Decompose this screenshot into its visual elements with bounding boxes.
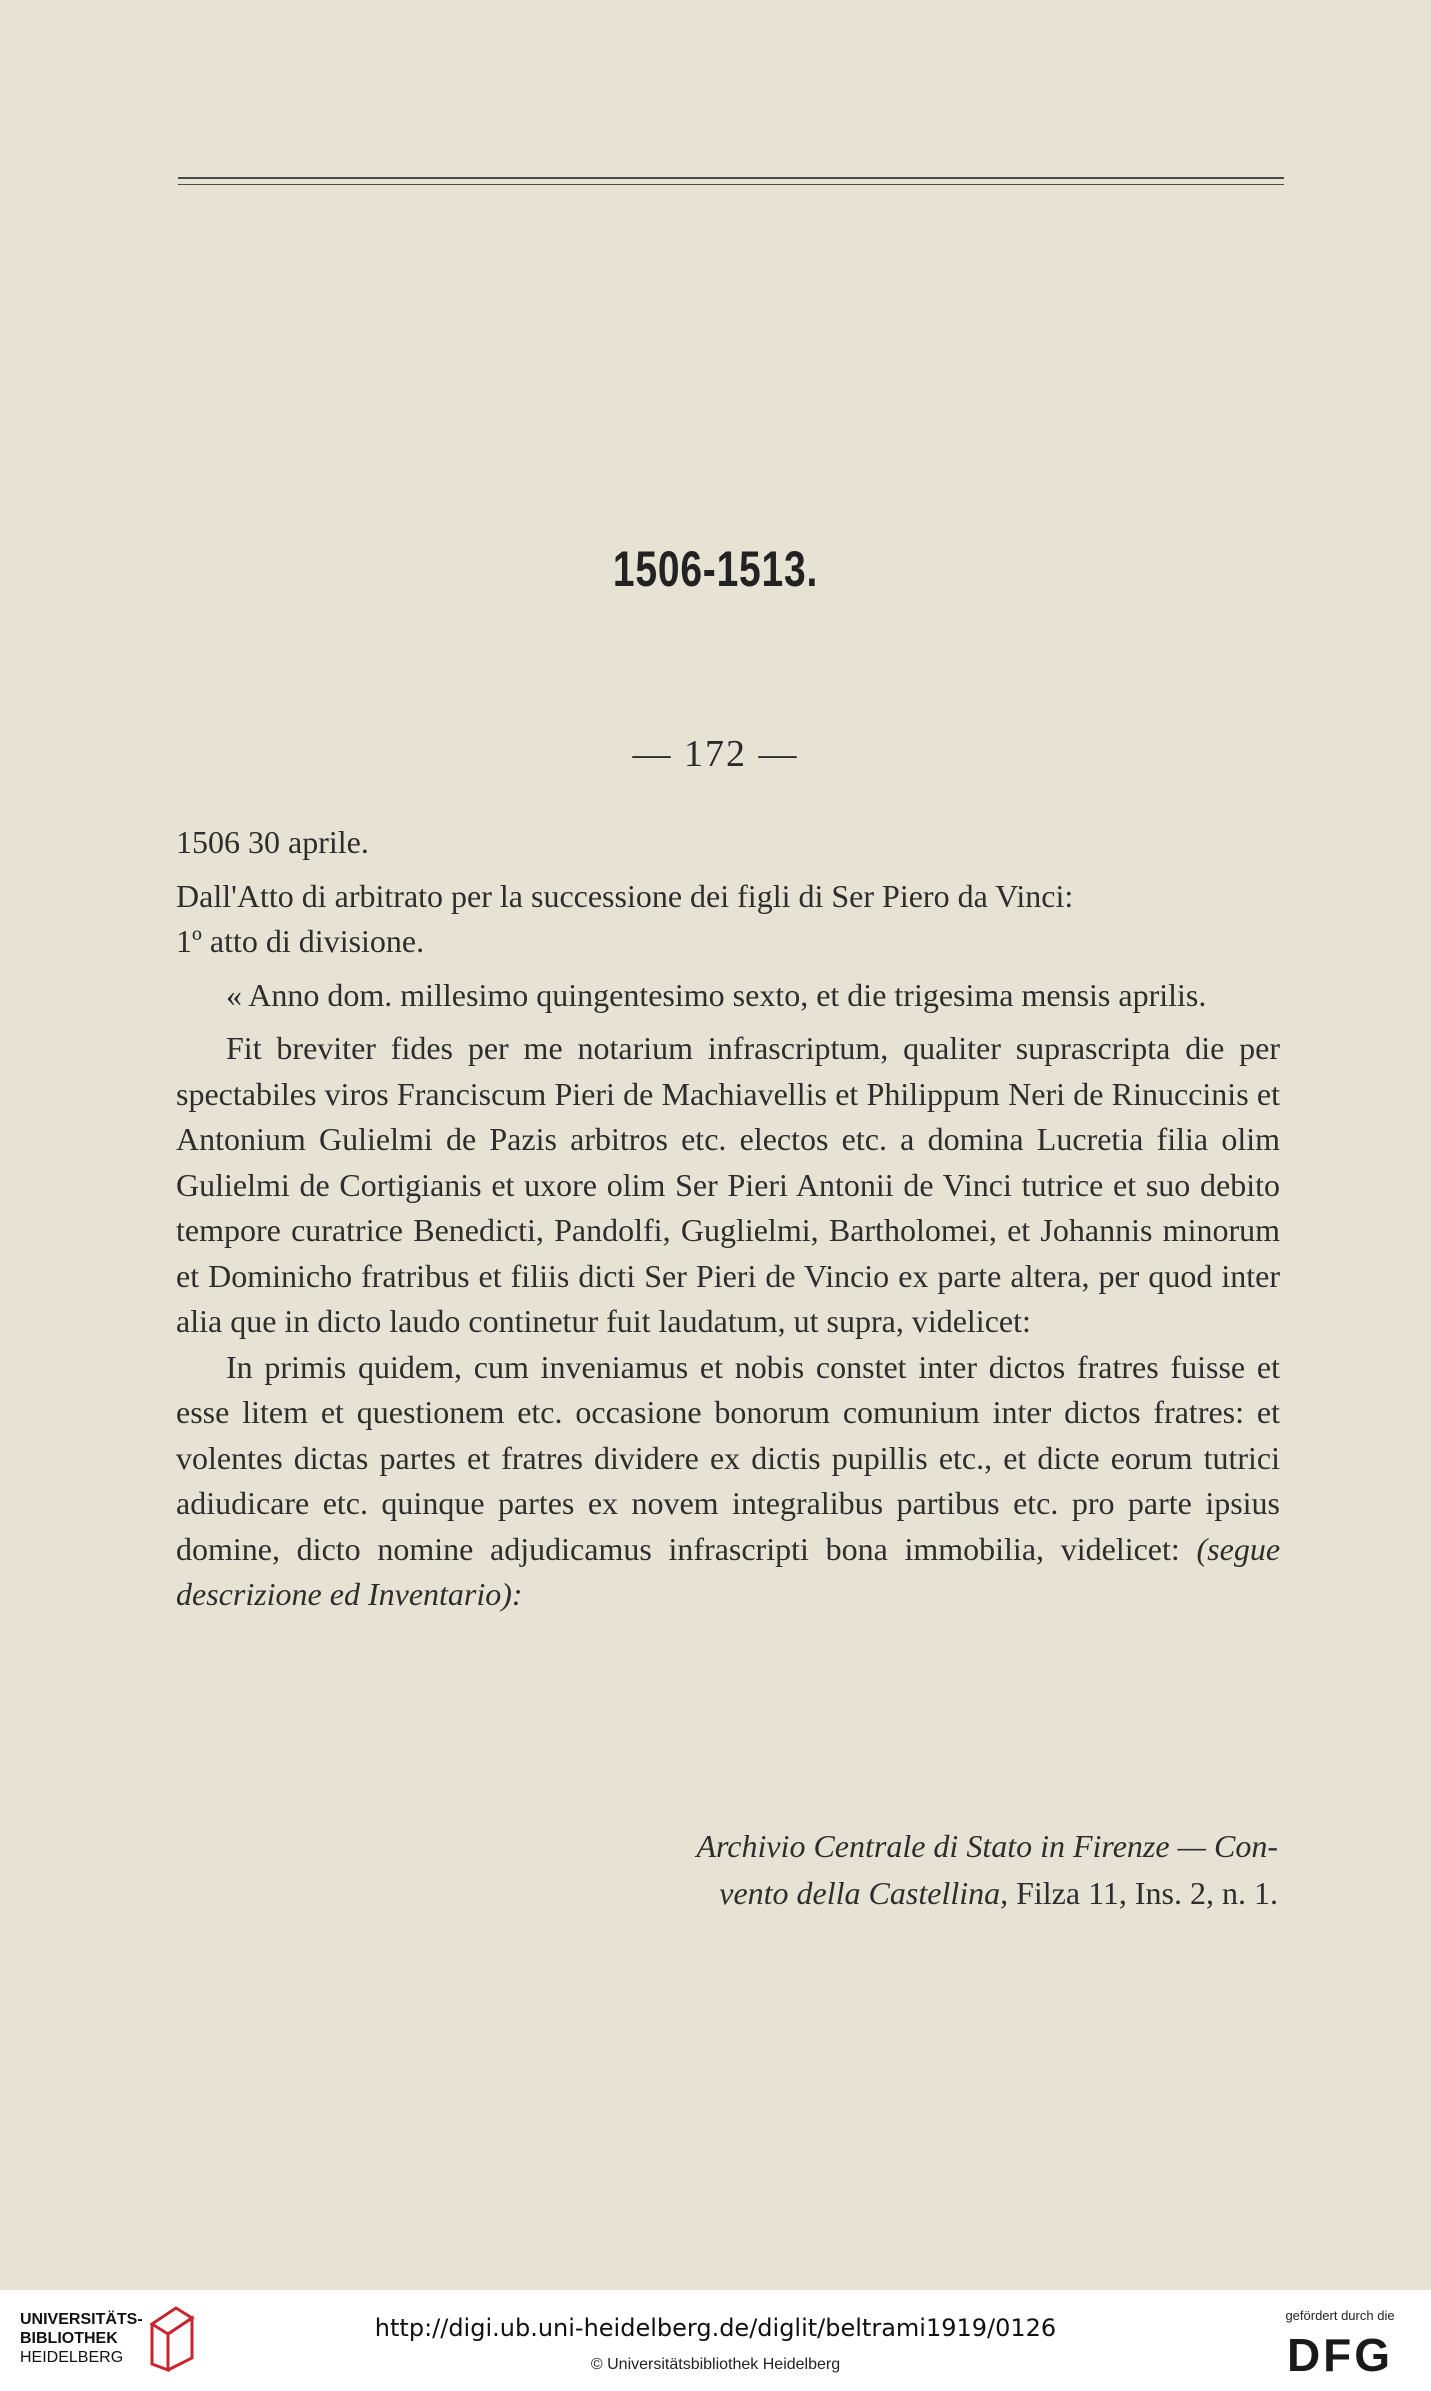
citation-italic: vento della Castellina,: [719, 1875, 1009, 1911]
citation-plain: Filza 11, Ins. 2, n. 1.: [1008, 1875, 1278, 1911]
dfg-logo: DFG: [1286, 2329, 1394, 2381]
archival-citation: [176, 1823, 1278, 1917]
date-line: 1506 30 aprile.: [176, 824, 369, 860]
paragraph: « Anno dom. millesimo quingentesimo sexto, et die trigesima mensis aprilis.: [226, 976, 1207, 1013]
paragraph: [176, 1345, 1280, 1618]
paragraph-text: In primis quidem, cum inveniamus et nobis constet inter dictos fratres fuisse et esse litem et questionem etc. occasione bonorum comunium inter dictos fratres: et volentes dictas partes et fratres dividere ex dictis pupillis etc., et dicte eorum tutrici adiudicare etc. quinque partes ex novem integralibus partibus etc. pro parte ipsius domine, dicto nomine adjudicamus infrascripti bona immobilia, videlicet:: [176, 1348, 1280, 1567]
editorial-note: (segue descrizione ed Inventario):: [176, 1530, 1281, 1612]
document-body: [176, 820, 1280, 1618]
permalink-url[interactable]: http://digi.ub.uni-heidelberg.de/diglit/beltrami1919/0126: [374, 2314, 1057, 2342]
viewer-footer: [0, 2290, 1431, 2391]
section-title: 1506-1513.: [612, 541, 819, 597]
intro-line: 1º atto di divisione.: [176, 923, 425, 959]
top-double-rule: [178, 177, 1284, 185]
citation-line: [176, 1870, 1278, 1917]
copyright-notice: © Universitätsbibliothek Heidelberg: [590, 2356, 841, 2373]
intro-line: Dall'Atto di arbitrato per la successione dei figli di Ser Piero da Vinci:: [176, 877, 1074, 914]
paragraph: Fit breviter fides per me notarium infrascriptum, qualiter suprascripta die per spectabiles viros Franciscum Pieri de Machiavellis et Philippum Neri de Rinuccinis et Antonium Gulielmi de Pazis arbitros etc. electos etc. a domina Lucretia filia olim Gulielmi de Cortigianis et uxore olim Ser Pieri Antonii de Vinci tutrice et suo debito tempore curatrice Benedicti, Pandolfi, Guglielmi, Bartholomei, et Johannis minorum et Dominicho fratribus et filiis dicti Ser Pieri de Vincio ex parte altera, per quod inter alia que in dicto laudo continetur fuit laudatum, ut supra, videlicet:: [176, 1030, 1280, 1339]
page-number: — 172 —: [632, 733, 799, 775]
library-line: UNIVERSITÄTS-: [20, 2311, 143, 2328]
funding-note: gefördert durch die: [1285, 2308, 1395, 2323]
citation-line: Archivio Centrale di Stato in Firenze — Con-: [696, 1828, 1278, 1864]
library-line: BIBLIOTHEK: [20, 2330, 118, 2347]
library-line: HEIDELBERG: [20, 2349, 124, 2366]
